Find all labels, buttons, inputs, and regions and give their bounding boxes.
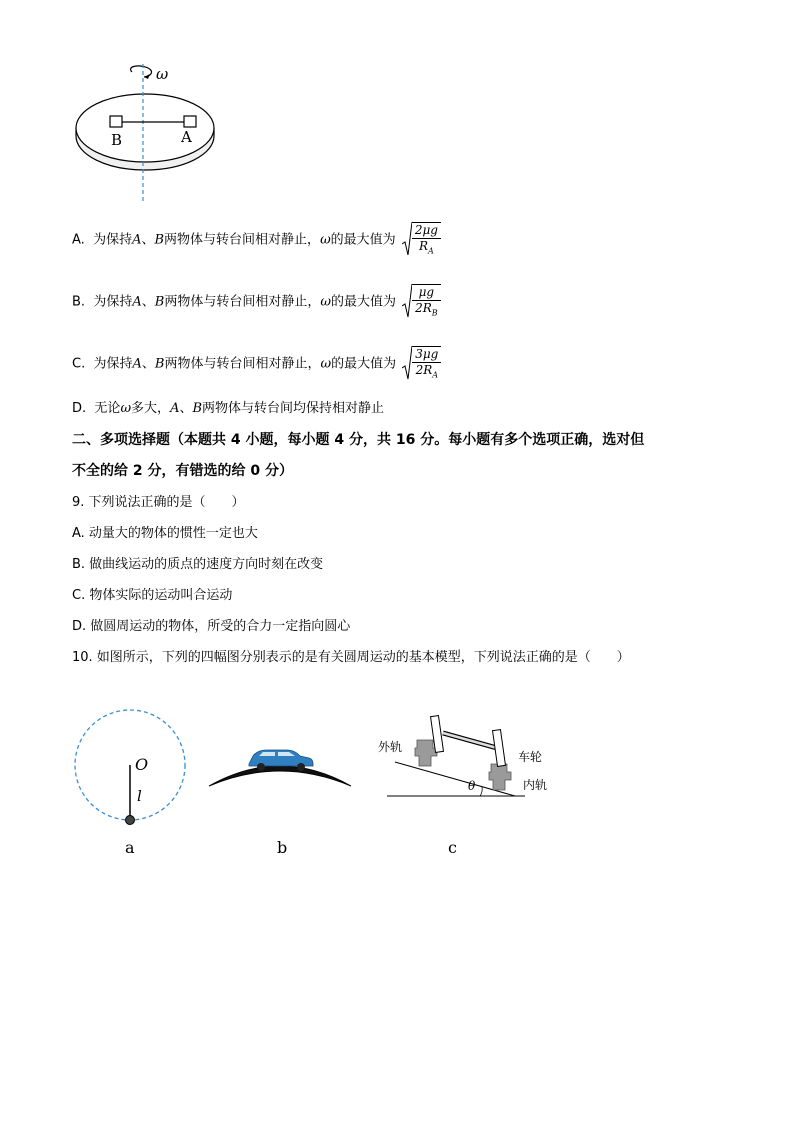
section-heading-line1: 二、多项选择题（本题共 4 小题，每小题 4 分，共 16 分。每小题有多个选项正确，选对但 [72,432,645,448]
length-l-label: l [137,787,142,805]
figure-b-arch-bridge [205,740,355,795]
caption-c: c [448,838,457,857]
outer-rail-label: 外轨 [378,740,403,754]
wheel-label: 车轮 [518,750,543,764]
section-heading-line2: 不全的给 2 分，有错选的给 0 分） [72,463,293,479]
question-9-stem: 9. 下列说法正确的是（ ） [72,495,245,510]
caption-a: a [125,838,135,857]
option-d: D. 无论ω多大，A、B两物体与转台间均保持相对静止 [72,401,385,416]
figure-a-vertical-circle [72,708,192,830]
caption-b: b [277,838,288,857]
question-10-stem: 10. 如图所示，下列的四幅图分别表示的是有关圆周运动的基本模型，下列说法正确的是（ ） [72,650,630,665]
q9-option-b: B. 做曲线运动的质点的速度方向时刻在改变 [72,557,324,572]
sqrt-expression: $\frac{2\mu g}{R_A}$ [402,222,441,258]
q9-option-d: D. 做圆周运动的物体，所受的合力一定指向圆心 [72,619,351,634]
angle-theta-label: θ [468,779,476,793]
sqrt-expression: $\frac{\mu g}{2R_B}$ [402,284,441,320]
block-b-label: B [111,131,123,149]
inner-rail [489,764,511,790]
pivot-o-label: O [135,755,149,774]
option-b: B. 为保持A、B两物体与转台间相对静止，ω的最大值为 $\frac{\mu g}{2R_B}$ [72,284,441,320]
sqrt-expression: $\frac{3\mu g}{2R_A}$ [402,346,441,382]
turntable-figure [70,60,230,205]
omega-label: ω [156,65,169,83]
inner-rail-label: 内轨 [523,778,548,792]
q9-option-c: C. 物体实际的运动叫合运动 [72,588,233,603]
block-a-label: A [181,128,192,146]
option-c: C. 为保持A、B两物体与转台间相对静止，ω的最大值为 $\frac{3\mu g}{2R_A}$ [72,346,441,382]
option-a: A. 为保持A、B两物体与转台间相对静止，ω的最大值为 $\frac{2\mu g}{R_A}$ [72,222,441,258]
outer-rail [415,740,437,766]
q9-option-a: A. 动量大的物体的惯性一定也大 [72,526,258,541]
